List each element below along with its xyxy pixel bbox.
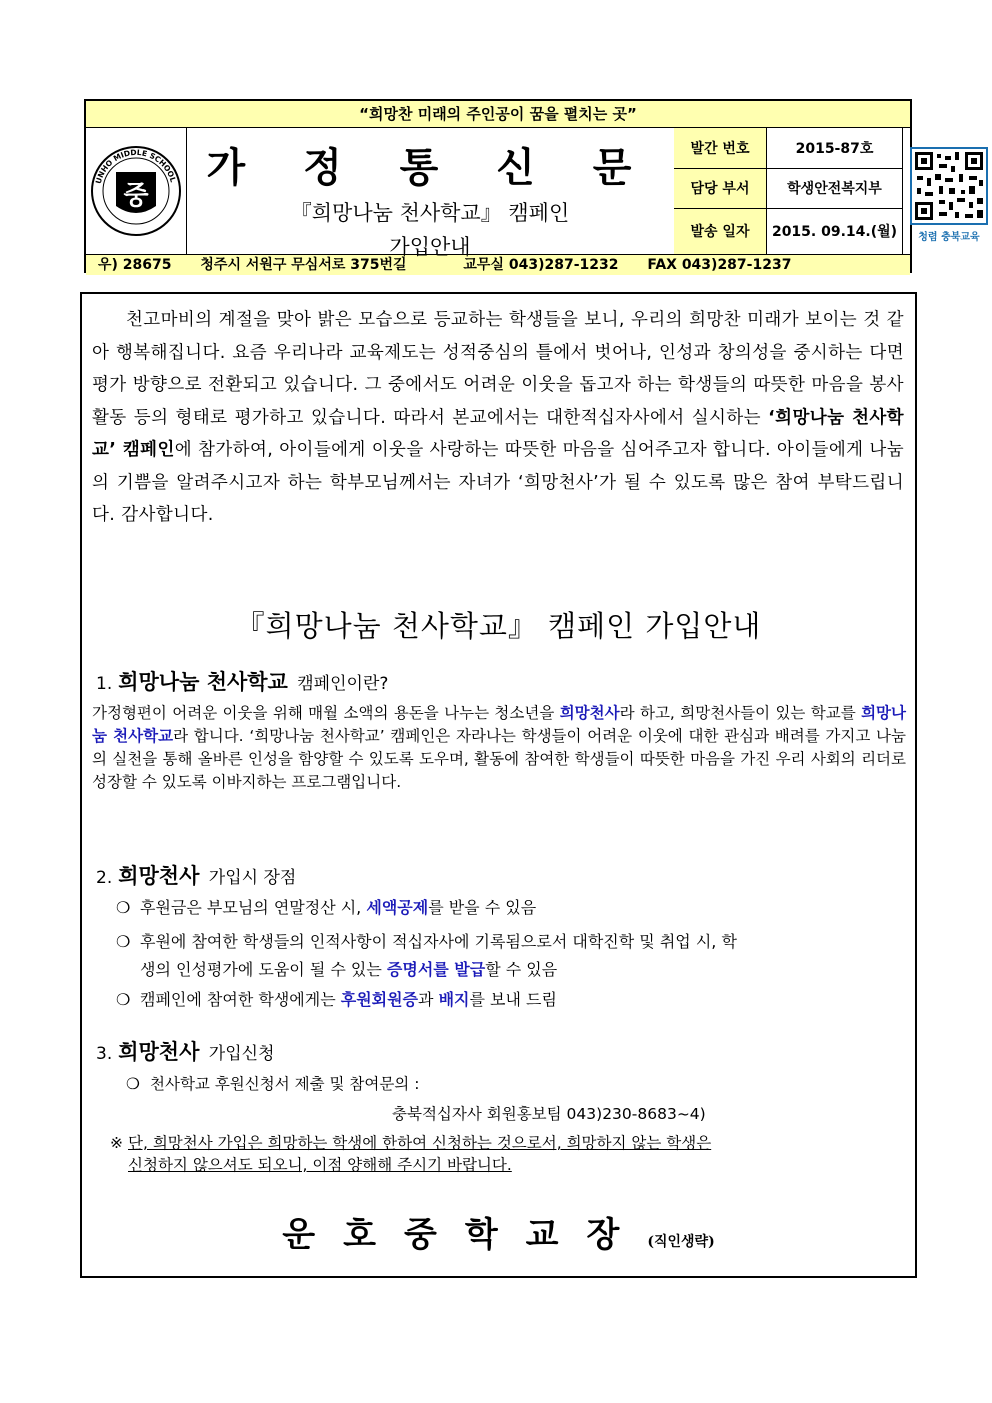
svg-text:중: 중 [123, 181, 149, 211]
section-1-paragraph: 가정형편이 어려운 이웃을 위해 매월 소액의 용돈을 나누는 청소년을 희망천사라 하고, 희망천사들이 있는 학교를 희망나눔 천사학교라 합니다. ‘희망나눔 천사학교’ 캠페인은 자라나는 학생들이 어려운 이웃에 대한 관심과 배려를 가지고 나눔의 실천을 통해 올바른 인성을 함양할 수 있도록 도우며, 활동에 참여한 학생들이 따뜻한 마음을 가진 우리 사회의 리더로 성장할 수 있도록 이바지하는 프로그램입니다. [92, 704, 906, 791]
campaign-subtitle-line2: 가입안내 [389, 235, 471, 259]
svg-text:UNHO MIDDLE SCHOOL: UNHO MIDDLE SCHOOL [93, 147, 178, 185]
benefit-certificate: ❍ 후원에 참여한 학생들의 인적사항이 적십자사에 기록됨으로서 대학진학 및 취업 시, 학 생의 인성평가에 도움이 될 수 있는 증명서를 발급할 수 있음 [116, 932, 737, 979]
issue-info-table [674, 128, 903, 254]
section-title: 『희망나눔 천사학교』 캠페인 가입안내 [235, 609, 762, 643]
newsletter-header [84, 99, 980, 273]
principal-signature: 운호중학교장(직인생략) [282, 1215, 715, 1255]
department-value: 학생안전복지부 [767, 168, 903, 208]
contact-info: 충북적십자사 회원홍보팀 043)230-8683~4) [392, 1105, 706, 1123]
newsletter-title: 가 정 통 신 문 [206, 144, 654, 191]
application-info: ❍ 천사학교 후원신청서 제출 및 참여문의 : [126, 1075, 420, 1093]
header-row [86, 128, 980, 259]
title-cell [186, 128, 675, 259]
office-phone: 교무실 043)287-1232 [463, 257, 619, 273]
section-2-heading: 2. 희망천사 가입시 장점 [96, 864, 297, 888]
note-mark: ※ [110, 1134, 123, 1152]
section-1-heading: 1. 희망나눔 천사학교 캠페인이란? [96, 670, 389, 694]
issue-number-label: 발간 번호 [674, 128, 767, 168]
zip-code: 우) 28675 [98, 257, 172, 273]
issue-number-value: 2015-87호 [767, 128, 903, 168]
street-address: 청주시 서원구 무심서로 375번길 [200, 257, 407, 273]
notice-note: ※ 단, 희망천사 가입은 희망하는 학생에 한하여 신청하는 것으로서, 희망하지 않는 학생은 신청하지 않으셔도 되오니, 이점 양해해 주시기 바랍니다. [110, 1134, 712, 1174]
intro-paragraph: 천고마비의 계절을 맞아 밝은 모습으로 등교하는 학생들을 보니, 우리의 희망찬 미래가 보이는 것 같아 행복해집니다. 요즘 우리나라 교육제도는 성적중심의 틀에서 벗어나, 인성과 창의성을 중시하는 다면평가 방향으로 전환되고 있습니다. 그 중에서도 어려운 이웃을 돕고자 하는 학생들의 따뜻한 마음을 봉사활동 등의 형태로 평가하고 있습니다. 따라서 본교에서는 대한적십자사에서 실시하는 ‘희망나눔 천사학교’ 캠페인에 참가하여, 아이들에게 이웃을 사랑하는 따뜻한 마음을 심어주고자 합니다. 아이들에게 나눔의 기쁨을 알려주시고자 하는 학부모님께서는 자녀가 ‘희망천사’가 될 수 있도록 많은 참여 부탁드립니다. 감사합니다. [92, 310, 905, 525]
campaign-name-bold: ‘희망나눔 천사학교’ 캠페인 [92, 407, 904, 460]
send-date-value: 2015. 09.14.(월) [767, 208, 903, 254]
svg-text:청렴 충북교육: 청렴 충북교육 [918, 232, 980, 243]
campaign-subtitle-line1: 『희망나눔 천사학교』 캠페인 [290, 201, 570, 225]
section-3-heading: 3. 희망천사 가입신청 [96, 1040, 275, 1064]
school-logo [86, 128, 187, 254]
benefit-badge: ❍ 캠페인에 참여한 학생에게는 후원회원증과 배지를 보내 드림 [116, 990, 557, 1009]
department-label: 담당 부서 [674, 168, 767, 208]
qr-code [903, 128, 992, 254]
benefit-tax-deduction: ❍ 후원금은 부모님의 연말정산 시, 세액공제를 받을 수 있음 [116, 898, 537, 917]
school-motto: “희망찬 미래의 주인공이 꿈을 펼치는 곳” [86, 101, 910, 128]
fax-number: FAX 043)287-1237 [647, 257, 792, 273]
newsletter-body [80, 292, 917, 1278]
send-date-label: 발송 일자 [674, 208, 767, 254]
